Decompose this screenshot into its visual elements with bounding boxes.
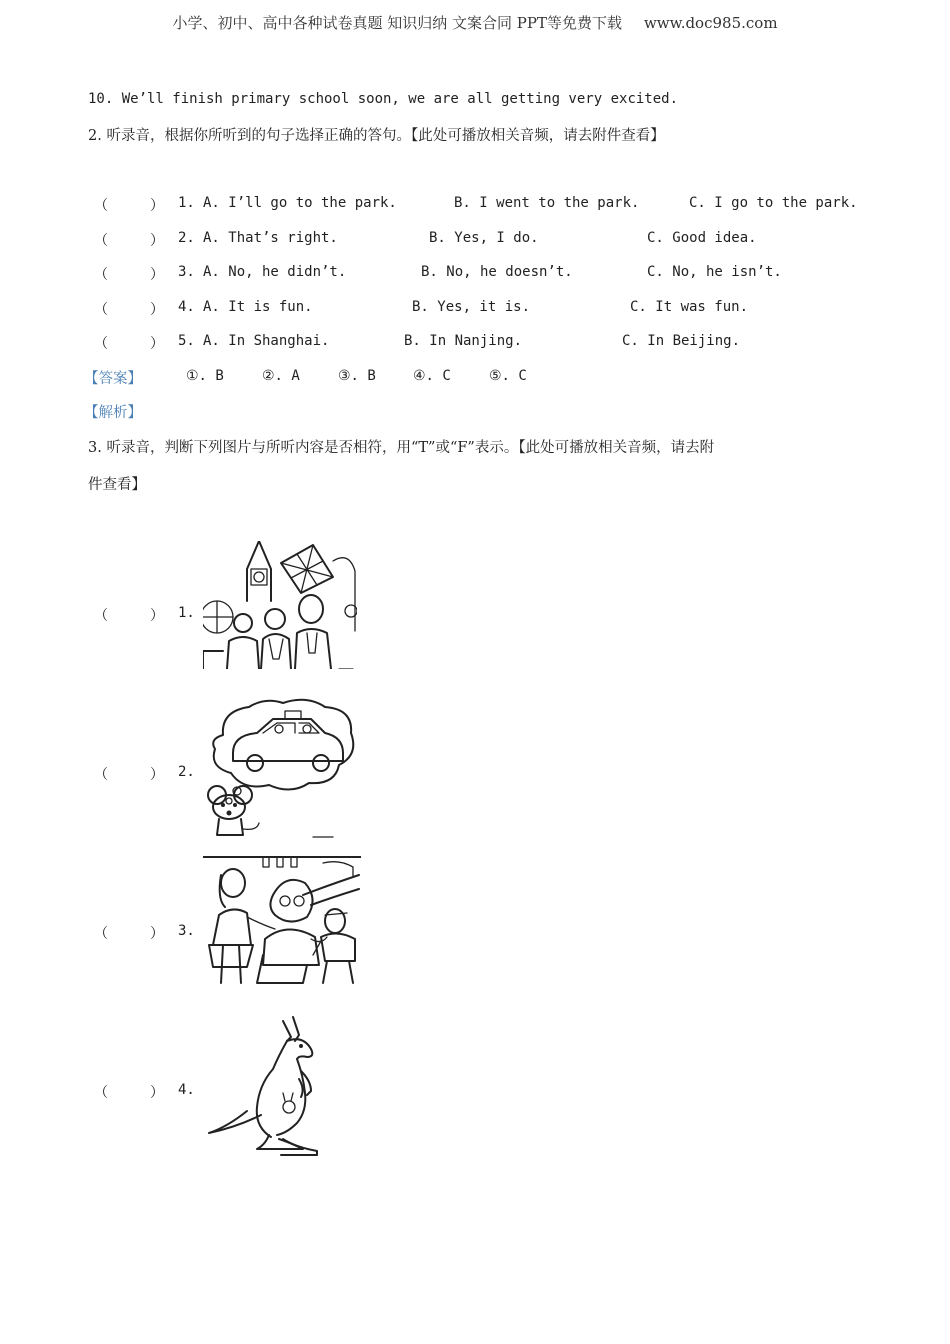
s3-item-num-4: 4. [178, 1082, 195, 1098]
s3-item-num-1: 1. [178, 605, 195, 621]
s2-option-b: B. In Nanjing. [404, 333, 523, 349]
s2-paren-close: ） [150, 233, 164, 249]
s3-paren-open-3: （ [94, 926, 108, 942]
answer-5: ⑤. C [489, 368, 527, 384]
s2-option-b: B. No, he doesn’t. [421, 264, 573, 280]
tourists-at-great-wall-picture [203, 855, 361, 985]
header-text: 小学、初中、高中各种试卷真题 知识归纳 文案合同 PPT等免费下载 [172, 14, 622, 32]
s2-paren-close: ） [150, 336, 164, 352]
s2-option-a: A. It is fun. [203, 299, 313, 315]
s2-option-b: B. I went to the park. [454, 195, 640, 211]
section-2-title: 2. 听录音，根据你所听到的句子选择正确的答句。【此处可播放相关音频，请去附件查看】 [88, 128, 665, 144]
s3-paren-open-2: （ [94, 767, 108, 783]
question-10-line: 10. We’ll finish primary school soon, we are all getting very excited. [88, 91, 679, 107]
s2-option-a: A. In Shanghai. [203, 333, 330, 349]
s2-option-c: C. No, he isn’t. [647, 264, 782, 280]
kangaroo-picture [207, 1015, 327, 1157]
s2-option-b: B. Yes, I do. [429, 230, 539, 246]
s2-paren-open: （ [94, 267, 108, 283]
s2-option-c: C. Good idea. [647, 230, 757, 246]
s3-paren-open-4: （ [94, 1085, 108, 1101]
s2-paren-open: （ [94, 233, 108, 249]
s2-paren-close: ） [150, 302, 164, 318]
s2-option-c: C. In Beijing. [622, 333, 741, 349]
s2-option-a: A. No, he didn’t. [203, 264, 347, 280]
s3-paren-close-4: ） [150, 1085, 164, 1101]
s2-option-a: A. I’ll go to the park. [203, 195, 397, 211]
s2-item-num: 5. [178, 333, 195, 349]
mouse-dreaming-of-taxi-picture [203, 697, 357, 839]
s3-item-num-2: 2. [178, 764, 195, 780]
s2-item-num: 3. [178, 264, 195, 280]
analysis-label: 【解析】 [84, 405, 142, 421]
header-site: www.doc985.com [643, 14, 778, 32]
s2-option-a: A. That’s right. [203, 230, 338, 246]
s2-option-c: C. I go to the park. [689, 195, 858, 211]
section-3-title-line1: 3. 听录音，判断下列图片与所听内容是否相符，用“T”或“F”表示。【此处可播放相关音频，请去附 [88, 440, 715, 456]
s2-paren-open: （ [94, 198, 108, 214]
london-scene-picture [203, 541, 357, 669]
s2-paren-open: （ [94, 336, 108, 352]
s2-item-num: 1. [178, 195, 195, 211]
s2-paren-close: ） [150, 267, 164, 283]
s3-paren-open-1: （ [94, 608, 108, 624]
s3-item-num-3: 3. [178, 923, 195, 939]
answer-2: ②. A [262, 368, 300, 384]
s2-paren-close: ） [150, 198, 164, 214]
s3-paren-close-3: ） [150, 926, 164, 942]
s2-item-num: 2. [178, 230, 195, 246]
s3-paren-close-1: ） [150, 608, 164, 624]
s2-item-num: 4. [178, 299, 195, 315]
s2-option-b: B. Yes, it is. [412, 299, 531, 315]
answer-3: ③. B [338, 368, 376, 384]
answer-1: ①. B [186, 368, 224, 384]
s2-option-c: C. It was fun. [630, 299, 749, 315]
answer-label: 【答案】 [84, 371, 142, 387]
answer-4: ④. C [413, 368, 451, 384]
page-header [0, 12, 950, 33]
s3-paren-close-2: ） [150, 767, 164, 783]
s2-paren-open: （ [94, 302, 108, 318]
section-3-title-line2: 件查看】 [88, 477, 146, 493]
